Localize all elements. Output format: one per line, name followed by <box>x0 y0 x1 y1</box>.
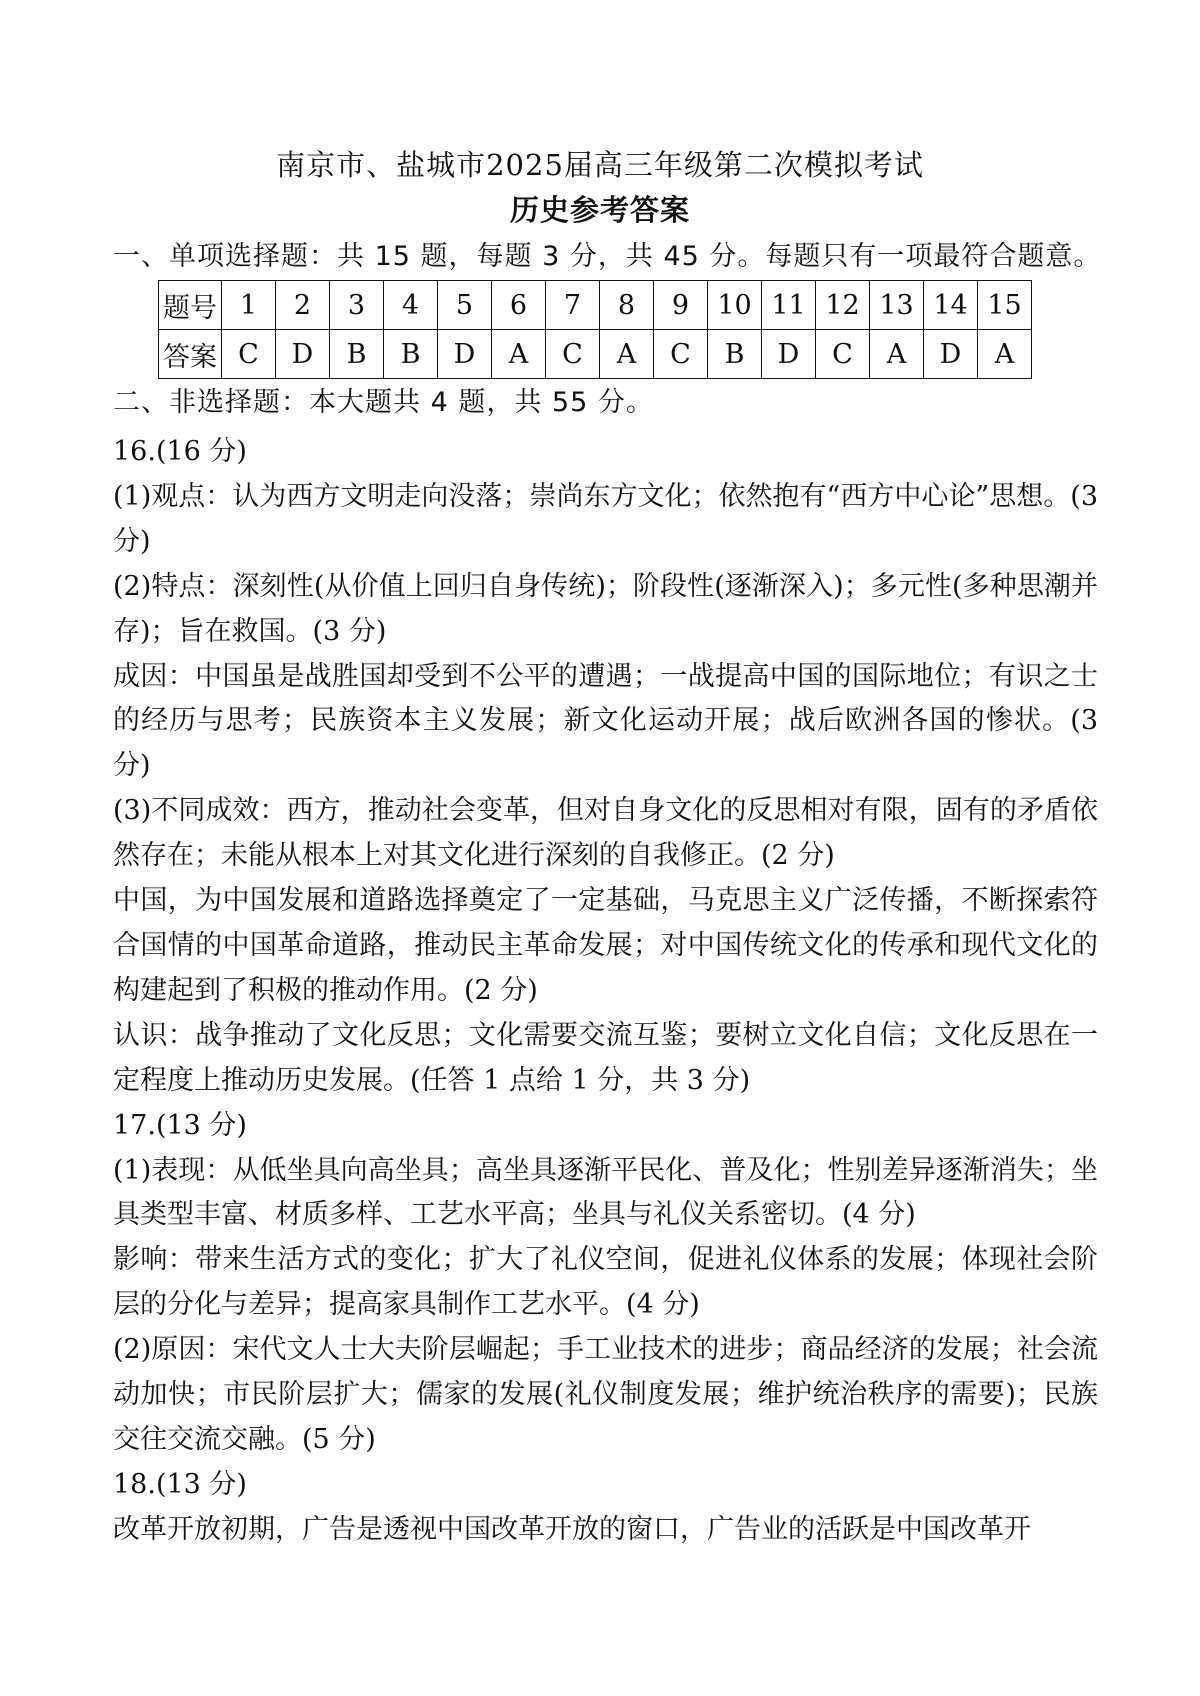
answer-cell: C <box>546 330 600 379</box>
answer-cell: D <box>924 330 978 379</box>
section-2-heading: 二、非选择题：本大题共 4 题，共 55 分。 <box>113 387 654 418</box>
row-label-answer: 答案 <box>159 330 222 379</box>
question-heading: 16.(16 分) <box>113 436 247 467</box>
question-number: 2 <box>276 281 330 330</box>
answer-paragraph: 认识：战争推动了文化反思；文化需要交流互鉴；要树立文化自信；文化反思在一定程度上推动历史发展。(任答 1 点给 1 分，共 3 分) <box>113 1019 1098 1096</box>
answer-cell: C <box>654 330 708 379</box>
answer-paragraph: (3)不同成效：西方，推动社会变革，但对自身文化的反思相对有限，固有的矛盾依然存在；未能从根本上对其文化进行深刻的自我修正。(2 分) <box>113 795 1098 872</box>
question-number: 9 <box>654 281 708 330</box>
answer-cell: A <box>978 330 1032 379</box>
answer-cell: A <box>492 330 546 379</box>
question-heading: 18.(13 分) <box>113 1468 247 1500</box>
answer-cell: B <box>330 330 384 379</box>
answer-table <box>158 280 1032 379</box>
question-number: 10 <box>708 281 762 330</box>
question-number: 6 <box>492 281 546 330</box>
question-number: 13 <box>870 281 924 330</box>
document-subtitle: 历史参考答案 <box>509 193 690 227</box>
answer-paragraph: (2)特点：深刻性(从价值上回归自身传统)；阶段性(逐渐深入)；多元性(多种思潮并存)；旨在救国。(3 分) <box>113 570 1098 647</box>
question-number: 12 <box>816 281 870 330</box>
answer-paragraph: (1)观点：认为西方文明走向没落；崇尚东方文化；依然抱有“西方中心论”思想。(3 分) <box>113 480 1098 557</box>
answer-paragraph: 中国，为中国发展和道路选择奠定了一定基础，马克思主义广泛传播，不断探索符合国情的中国革命道路，推动民主革命发展；对中国传统文化的传承和现代文化的构建起到了积极的推动作用。(2 分) <box>113 885 1098 1006</box>
answer-cell: D <box>438 330 492 379</box>
section-1-heading: 一、单项选择题：共 15 题，每题 3 分，共 45 分。每题只有一项最符合题意。 <box>113 241 1102 272</box>
question-number: 7 <box>546 281 600 330</box>
answer-paragraph: (2)原因：宋代文人士大夫阶层崛起；手工业技术的进步；商品经济的发展；社会流动加快；市民阶层扩大；儒家的发展(礼仪制度发展；维护统治秩序的需要)；民族交往交流交融。(5 分) <box>113 1334 1098 1455</box>
question-number: 8 <box>600 281 654 330</box>
question-number: 3 <box>330 281 384 330</box>
answer-cell: C <box>816 330 870 379</box>
question-number: 11 <box>762 281 816 330</box>
answer-cell: A <box>870 330 924 379</box>
answer-cell: B <box>384 330 438 379</box>
document-title: 南京市、盐城市2025届高三年级第二次模拟考试 <box>276 148 924 182</box>
question-number: 1 <box>222 281 276 330</box>
row-label-number: 题号 <box>159 281 222 330</box>
question-number: 14 <box>924 281 978 330</box>
answer-body <box>113 430 1098 1553</box>
answer-paragraph: (1)表现：从低坐具向高坐具；高坐具逐渐平民化、普及化；性别差异逐渐消失；坐具类型丰富、材质多样、工艺水平高；坐具与礼仪关系密切。(4 分) <box>113 1154 1098 1231</box>
answer-cell: B <box>708 330 762 379</box>
question-number: 4 <box>384 281 438 330</box>
question-number: 15 <box>978 281 1032 330</box>
answer-cell: D <box>276 330 330 379</box>
question-heading: 17.(13 分) <box>113 1109 247 1141</box>
question-number-row <box>159 281 1032 330</box>
answer-cell: D <box>762 330 816 379</box>
answer-paragraph: 成因：中国虽是战胜国却受到不公平的遭遇；一战提高中国的国际地位；有识之士的经历与思考；民族资本主义发展；新文化运动开展；战后欧洲各国的惨状。(3 分) <box>113 660 1098 782</box>
answer-paragraph: 改革开放初期，广告是透视中国改革开放的窗口，广告业的活跃是中国改革开 <box>113 1513 1031 1545</box>
answer-cell: C <box>222 330 276 379</box>
question-number: 5 <box>438 281 492 330</box>
answer-cell: A <box>600 330 654 379</box>
answer-row <box>159 330 1032 379</box>
answer-paragraph: 影响：带来生活方式的变化；扩大了礼仪空间，促进礼仪体系的发展；体现社会阶层的分化与差异；提高家具制作工艺水平。(4 分) <box>113 1244 1098 1321</box>
